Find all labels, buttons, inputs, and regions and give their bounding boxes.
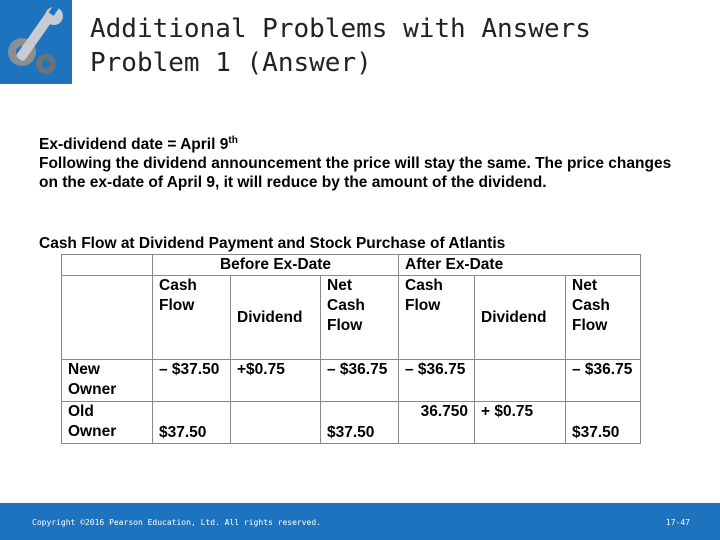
body-paragraph: Following the dividend announcement the price will stay the same. The price changes on the ex-date of April 9, it will reduce by the amount of the dividend. bbox=[39, 155, 672, 191]
sub-header-cell: Cash Flow bbox=[399, 276, 475, 360]
footer-bar bbox=[0, 503, 720, 540]
table-cell: $37.50 bbox=[566, 402, 641, 444]
ex-dividend-line bbox=[39, 131, 679, 154]
table-cell: + $0.75 bbox=[475, 402, 566, 444]
title-line-2: Problem 1 (Answer) bbox=[90, 48, 372, 78]
table-row bbox=[62, 402, 641, 444]
wrench-gear-icon bbox=[0, 0, 72, 84]
page-number: 17-47 bbox=[665, 518, 690, 527]
body-text bbox=[39, 131, 679, 192]
ex-dividend-date: Ex-dividend date = April 9 bbox=[39, 136, 229, 153]
table-cell: – $37.50 bbox=[153, 360, 231, 402]
table-cell: – $36.75 bbox=[566, 360, 641, 402]
table-group-header-row bbox=[62, 255, 641, 276]
table-cell: $37.50 bbox=[321, 402, 399, 444]
sub-header-cell: Net Cash Flow bbox=[321, 276, 399, 360]
row-label: Old Owner bbox=[62, 402, 153, 444]
copyright-text: Copyright ©2016 Pearson Education, Ltd. All rights reserved. bbox=[32, 518, 321, 527]
cash-flow-table bbox=[61, 254, 641, 444]
sub-header-cell: Cash Flow bbox=[153, 276, 231, 360]
table-caption: Cash Flow at Dividend Payment and Stock Purchase of Atlantis bbox=[39, 235, 506, 252]
table-cell: 36.750 bbox=[399, 402, 475, 444]
sub-header-cell: Dividend bbox=[231, 276, 321, 360]
table-cell bbox=[231, 402, 321, 444]
group-header-after: After Ex-Date bbox=[399, 255, 641, 276]
logo bbox=[0, 0, 72, 84]
slide-title bbox=[90, 12, 700, 80]
sub-header-cell: Net Cash Flow bbox=[566, 276, 641, 360]
table-cell: – $36.75 bbox=[399, 360, 475, 402]
group-header-before: Before Ex-Date bbox=[153, 255, 399, 276]
table-cell bbox=[475, 360, 566, 402]
table-cell: $37.50 bbox=[153, 402, 231, 444]
table-row bbox=[62, 360, 641, 402]
table-empty-header-cell bbox=[62, 276, 153, 360]
table-cell: – $36.75 bbox=[321, 360, 399, 402]
table-sub-header-row bbox=[62, 276, 641, 360]
row-label: New Owner bbox=[62, 360, 153, 402]
table-cell: +$0.75 bbox=[231, 360, 321, 402]
title-line-1: Additional Problems with Answers bbox=[90, 14, 591, 44]
table-corner-cell bbox=[62, 255, 153, 276]
ex-dividend-date-suffix: th bbox=[228, 135, 238, 146]
sub-header-cell: Dividend bbox=[475, 276, 566, 360]
